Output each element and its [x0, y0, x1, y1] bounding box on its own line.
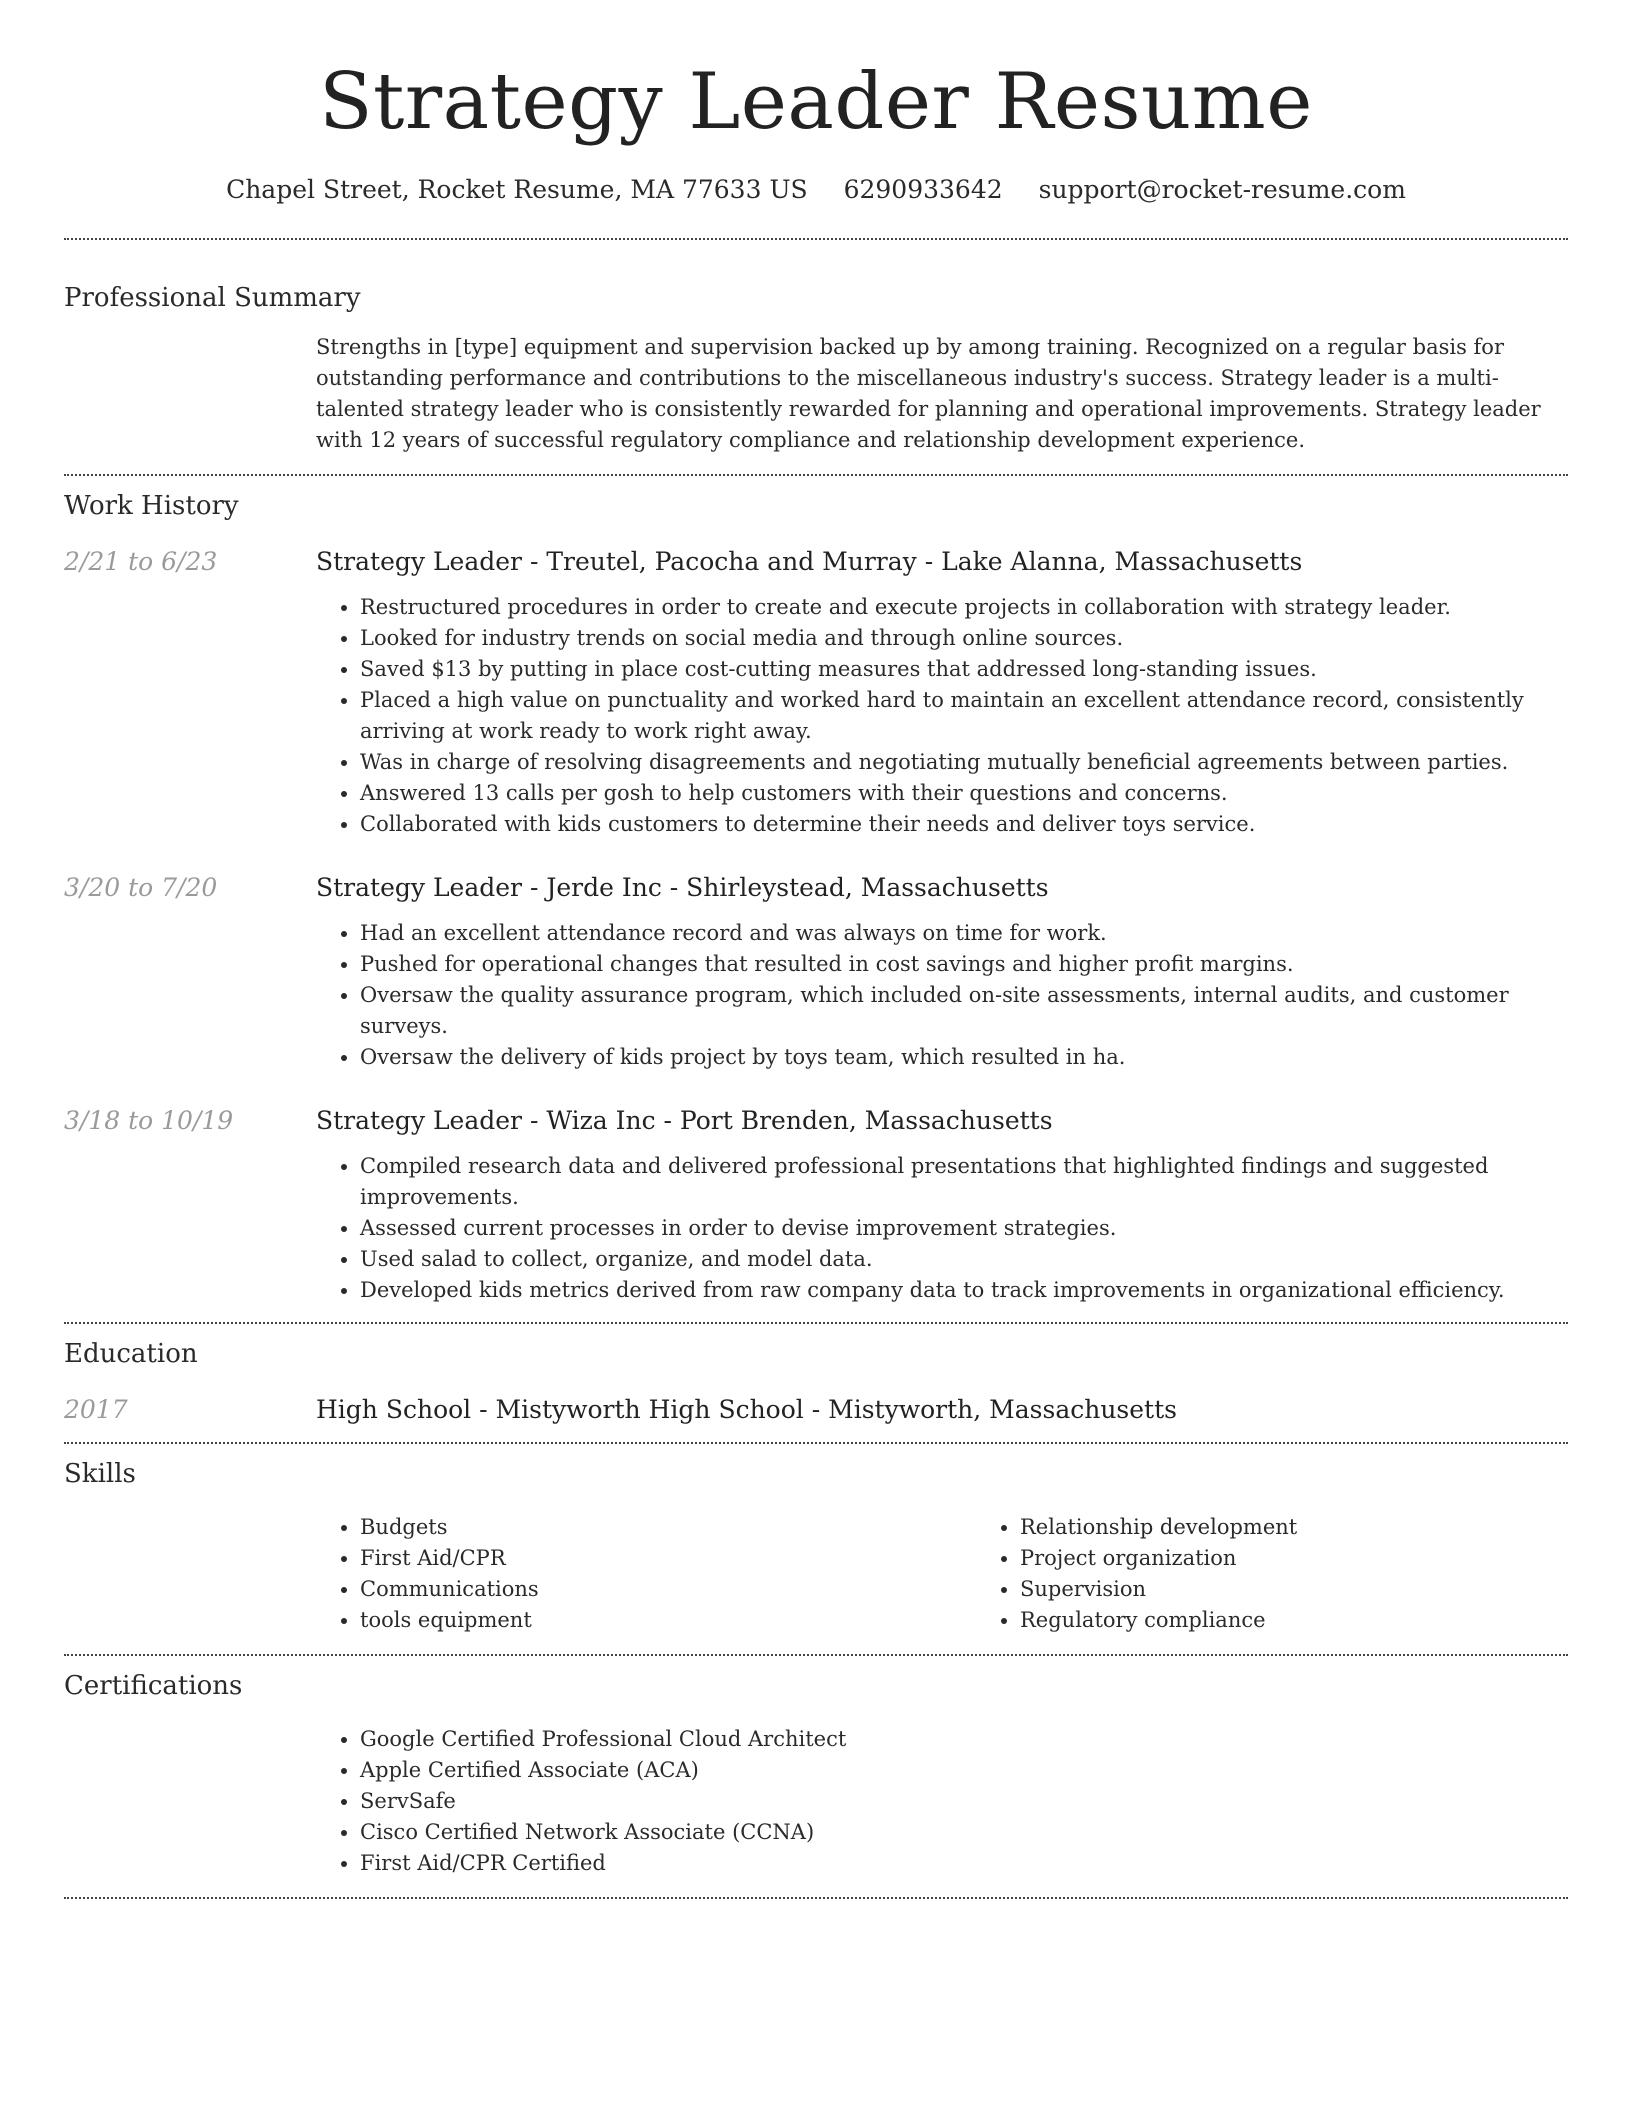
- contact-phone: 6290933642: [843, 175, 1003, 204]
- job-bullet: • Assessed current processes in order to devise improvement strategies.: [360, 1213, 1568, 1244]
- skills-section-title: Skills: [64, 1459, 136, 1489]
- job-bullet: • Answered 13 calls per gosh to help customers with their questions and concerns.: [360, 778, 1568, 809]
- skill-item: • Communications: [360, 1574, 976, 1605]
- work-history-section-title: Work History: [64, 491, 239, 521]
- skills-column-2: [976, 1512, 1632, 1636]
- education-section-title: Education: [64, 1339, 198, 1369]
- skill-item: • Project organization: [1020, 1543, 1632, 1574]
- education-heading: High School - Mistyworth High School - Mistyworth, Massachusetts: [316, 1395, 1177, 1424]
- skill-item: • Regulatory compliance: [1020, 1605, 1632, 1636]
- skills-column-1: [316, 1512, 976, 1636]
- job-bullet: • Placed a high value on punctuality and worked hard to maintain an excellent attendance record, consistently arriving at work ready to work right away.: [360, 685, 1568, 747]
- job-entry: [64, 1103, 1568, 1322]
- certification-item: • ServSafe: [360, 1786, 1568, 1817]
- job-bullet: • Developed kids metrics derived from raw company data to track improvements in organizational efficiency.: [360, 1275, 1568, 1306]
- skill-item: • tools equipment: [360, 1605, 976, 1636]
- job-bullet: • Was in charge of resolving disagreements and negotiating mutually beneficial agreements between parties.: [360, 747, 1568, 778]
- divider: [64, 1322, 1568, 1324]
- job-heading: Strategy Leader - Wiza Inc - Port Brenden, Massachusetts: [316, 1106, 1053, 1135]
- contact-line: [64, 172, 1568, 208]
- job-bullet: • Collaborated with kids customers to determine their needs and deliver toys service.: [360, 809, 1568, 840]
- job-bullet: • Oversaw the quality assurance program, which included on-site assessments, internal audits, and customer surveys.: [360, 980, 1568, 1042]
- divider: [64, 1442, 1568, 1444]
- job-bullets: [316, 918, 1568, 1073]
- contact-address: Chapel Street, Rocket Resume, MA 77633 US: [226, 175, 808, 204]
- education-entry: [64, 1392, 1568, 1442]
- summary-section-title: Professional Summary: [64, 283, 361, 313]
- divider: [64, 238, 1568, 240]
- education-year: 2017: [64, 1395, 128, 1424]
- certifications-section-title: Certifications: [64, 1671, 243, 1701]
- job-entry: [64, 870, 1568, 1073]
- work-history-section: [64, 488, 1568, 1322]
- job-bullet: • Oversaw the delivery of kids project by toys team, which resulted in ha.: [360, 1042, 1568, 1073]
- job-bullet: • Looked for industry trends on social media and through online sources.: [360, 623, 1568, 654]
- job-bullet: • Pushed for operational changes that resulted in cost savings and higher profit margins.: [360, 949, 1568, 980]
- job-entry: [64, 544, 1568, 840]
- certification-item: • Cisco Certified Network Associate (CCNA): [360, 1817, 1568, 1848]
- job-bullet: • Saved $13 by putting in place cost-cutting measures that addressed long-standing issues.: [360, 654, 1568, 685]
- skill-item: • Budgets: [360, 1512, 976, 1543]
- summary-text: Strengths in [type] equipment and supervision backed up by among training. Recognized on a regular basis for outstanding performance and contributions to the miscellaneous industry's success. Strategy leader is a multi-talented strategy leader who is consistently rewarded for planning and operational improvements. Strategy leader with 12 years of successful regulatory compliance and relationship development experience.: [316, 335, 1541, 452]
- job-heading: Strategy Leader - Treutel, Pacocha and Murray - Lake Alanna, Massachusetts: [316, 547, 1303, 576]
- skill-item: • Relationship development: [1020, 1512, 1632, 1543]
- certification-item: • Apple Certified Associate (ACA): [360, 1755, 1568, 1786]
- divider: [64, 1897, 1568, 1899]
- divider: [64, 474, 1568, 476]
- divider: [64, 1654, 1568, 1656]
- contact-email: support@rocket-resume.com: [1038, 175, 1406, 204]
- job-bullet: • Compiled research data and delivered professional presentations that highlighted findings and suggested improvements.: [360, 1151, 1568, 1213]
- certification-item: • Google Certified Professional Cloud Architect: [360, 1724, 1568, 1755]
- skills-section: [64, 1456, 1568, 1654]
- job-bullet: • Restructured procedures in order to create and execute projects in collaboration with strategy leader.: [360, 592, 1568, 623]
- resume-title: Strategy Leader Resume: [319, 57, 1313, 147]
- job-bullets: [316, 1151, 1568, 1306]
- job-bullets: [316, 592, 1568, 840]
- job-dates: 3/18 to 10/19: [64, 1106, 234, 1135]
- skill-item: • Supervision: [1020, 1574, 1632, 1605]
- certification-item: • First Aid/CPR Certified: [360, 1848, 1568, 1879]
- job-dates: 3/20 to 7/20: [64, 873, 218, 902]
- job-dates: 2/21 to 6/23: [64, 547, 218, 576]
- job-bullet: • Used salad to collect, organize, and model data.: [360, 1244, 1568, 1275]
- certifications-section: [64, 1668, 1568, 1897]
- job-bullet: • Had an excellent attendance record and was always on time for work.: [360, 918, 1568, 949]
- skill-item: • First Aid/CPR: [360, 1543, 976, 1574]
- skills-grid: [316, 1512, 1632, 1636]
- job-heading: Strategy Leader - Jerde Inc - Shirleystead, Massachusetts: [316, 873, 1049, 902]
- education-section: [64, 1336, 1568, 1442]
- resume-header: [64, 0, 1568, 208]
- summary-section: [64, 280, 1568, 474]
- certifications-list: [316, 1724, 1568, 1879]
